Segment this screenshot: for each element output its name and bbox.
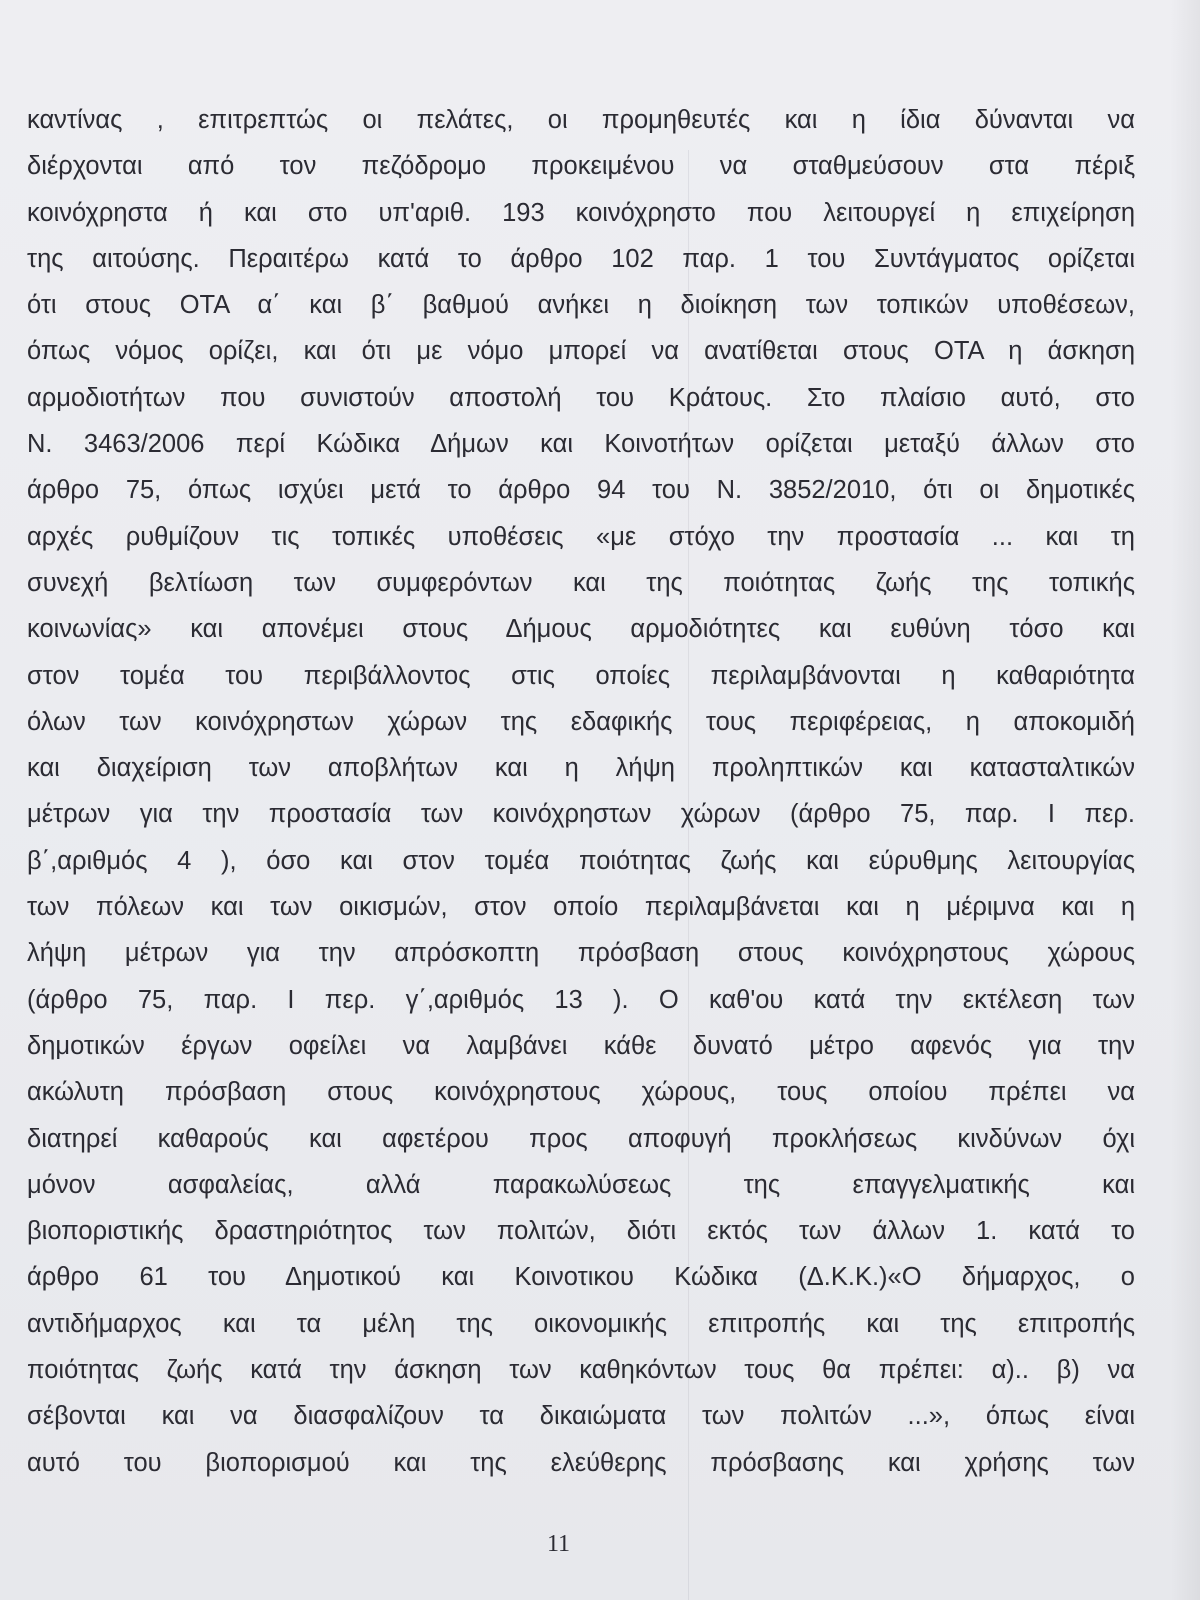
text-line: μέτρων για την προστασία των κοινόχρηστων χώρων (άρθρο 75, παρ. Ι περ.	[27, 800, 1135, 829]
text-line: β΄,αριθμός 4 ), όσο και στον τομέα ποιότητας ζωής και εύρυθμης λειτουργίας	[27, 846, 1135, 875]
text-line: διέρχονται από τον πεζόδρομο προκειμένου να σταθμεύσουν στα πέριξ	[27, 152, 1135, 181]
text-line: καντίνας , επιτρεπτώς οι πελάτες, οι προμηθευτές και η ίδια δύνανται να	[27, 106, 1135, 134]
text-line: της αιτούσης. Περαιτέρω κατά το άρθρο 102 παρ. 1 του Συντάγματος ορίζεται	[27, 244, 1135, 273]
text-line: άρθρο 75, όπως ισχύει μετά το άρθρο 94 του Ν. 3852/2010, ότι οι δημοτικές	[27, 476, 1135, 505]
text-line: αρχές ρυθμίζουν τις τοπικές υποθέσεις «με στόχο την προστασία ... και τη	[27, 522, 1135, 551]
text-line: κοινόχρηστα ή και στο υπ'αριθ. 193 κοινόχρηστο που λειτουργεί η επιχείρηση	[27, 198, 1135, 227]
text-line: συνεχή βελτίωση των συμφερόντων και της ποιότητας ζωής της τοπικής	[27, 568, 1135, 597]
text-line: όλων των κοινόχρηστων χώρων της εδαφικής τους περιφέρειας, η αποκομιδή	[27, 707, 1135, 736]
document-body-text	[27, 97, 1135, 1486]
text-line: (άρθρο 75, παρ. Ι περ. γ΄,αριθμός 13 ). Ο καθ'ου κατά την εκτέλεση των	[27, 985, 1135, 1014]
text-line: αντιδήμαρχος και τα μέλη της οικονομικής επιτροπής και της επιτροπής	[27, 1309, 1135, 1338]
text-line: βιοποριστικής δραστηριότητος των πολιτών, διότι εκτός των άλλων 1. κατά το	[27, 1217, 1135, 1246]
text-line: μόνον ασφαλείας, αλλά παρακωλύσεως της επαγγελματικής και	[27, 1170, 1135, 1199]
text-line: όπως νόμος ορίζει, και ότι με νόμο μπορεί να ανατίθεται στους ΟΤΑ η άσκηση	[27, 337, 1135, 366]
text-line: ότι στους ΟΤΑ α΄ και β΄ βαθμού ανήκει η διοίκηση των τοπικών υποθέσεων,	[27, 291, 1135, 320]
text-line: λήψη μέτρων για την απρόσκοπτη πρόσβαση στους κοινόχρηστους χώρους	[27, 939, 1135, 968]
paper-edge-shadow	[1170, 0, 1200, 1600]
text-line: κοινωνίας» και απονέμει στους Δήμους αρμοδιότητες και ευθύνη τόσο και	[27, 615, 1135, 644]
text-line: διατηρεί καθαρούς και αφετέρου προς αποφυγή προκλήσεως κινδύνων όχι	[27, 1124, 1135, 1153]
text-line: στον τομέα του περιβάλλοντος στις οποίες περιλαμβάνονται η καθαριότητα	[27, 661, 1135, 690]
text-line: άρθρο 61 του Δημοτικού και Κοινοτικου Κώδικα (Δ.Κ.Κ.)«Ο δήμαρχος, ο	[27, 1263, 1135, 1292]
page-number: 11	[546, 1531, 571, 1557]
text-line: ακώλυτη πρόσβαση στους κοινόχρηστους χώρους, τους οποίου πρέπει να	[27, 1078, 1135, 1107]
text-line: ποιότητας ζωής κατά την άσκηση των καθηκόντων τους θα πρέπει: α).. β) να	[27, 1356, 1135, 1385]
text-line: Ν. 3463/2006 περί Κώδικα Δήμων και Κοινοτήτων ορίζεται μεταξύ άλλων στο	[27, 430, 1135, 459]
text-line: αρμοδιοτήτων που συνιστούν αποστολή του Κράτους. Στο πλαίσιο αυτό, στο	[27, 383, 1135, 412]
text-line: των πόλεων και των οικισμών, στον οποίο περιλαμβάνεται και η μέριμνα και η	[27, 893, 1135, 922]
text-line: δημοτικών έργων οφείλει να λαμβάνει κάθε δυνατό μέτρο αφενός για την	[27, 1031, 1135, 1060]
text-line: αυτό του βιοπορισμού και της ελεύθερης πρόσβασης και χρήσης των	[27, 1448, 1135, 1477]
text-line: και διαχείριση των αποβλήτων και η λήψη προληπτικών και κατασταλτικών	[27, 754, 1135, 783]
text-line: σέβονται και να διασφαλίζουν τα δικαιώματα των πολιτών ...», όπως είναι	[27, 1402, 1135, 1431]
